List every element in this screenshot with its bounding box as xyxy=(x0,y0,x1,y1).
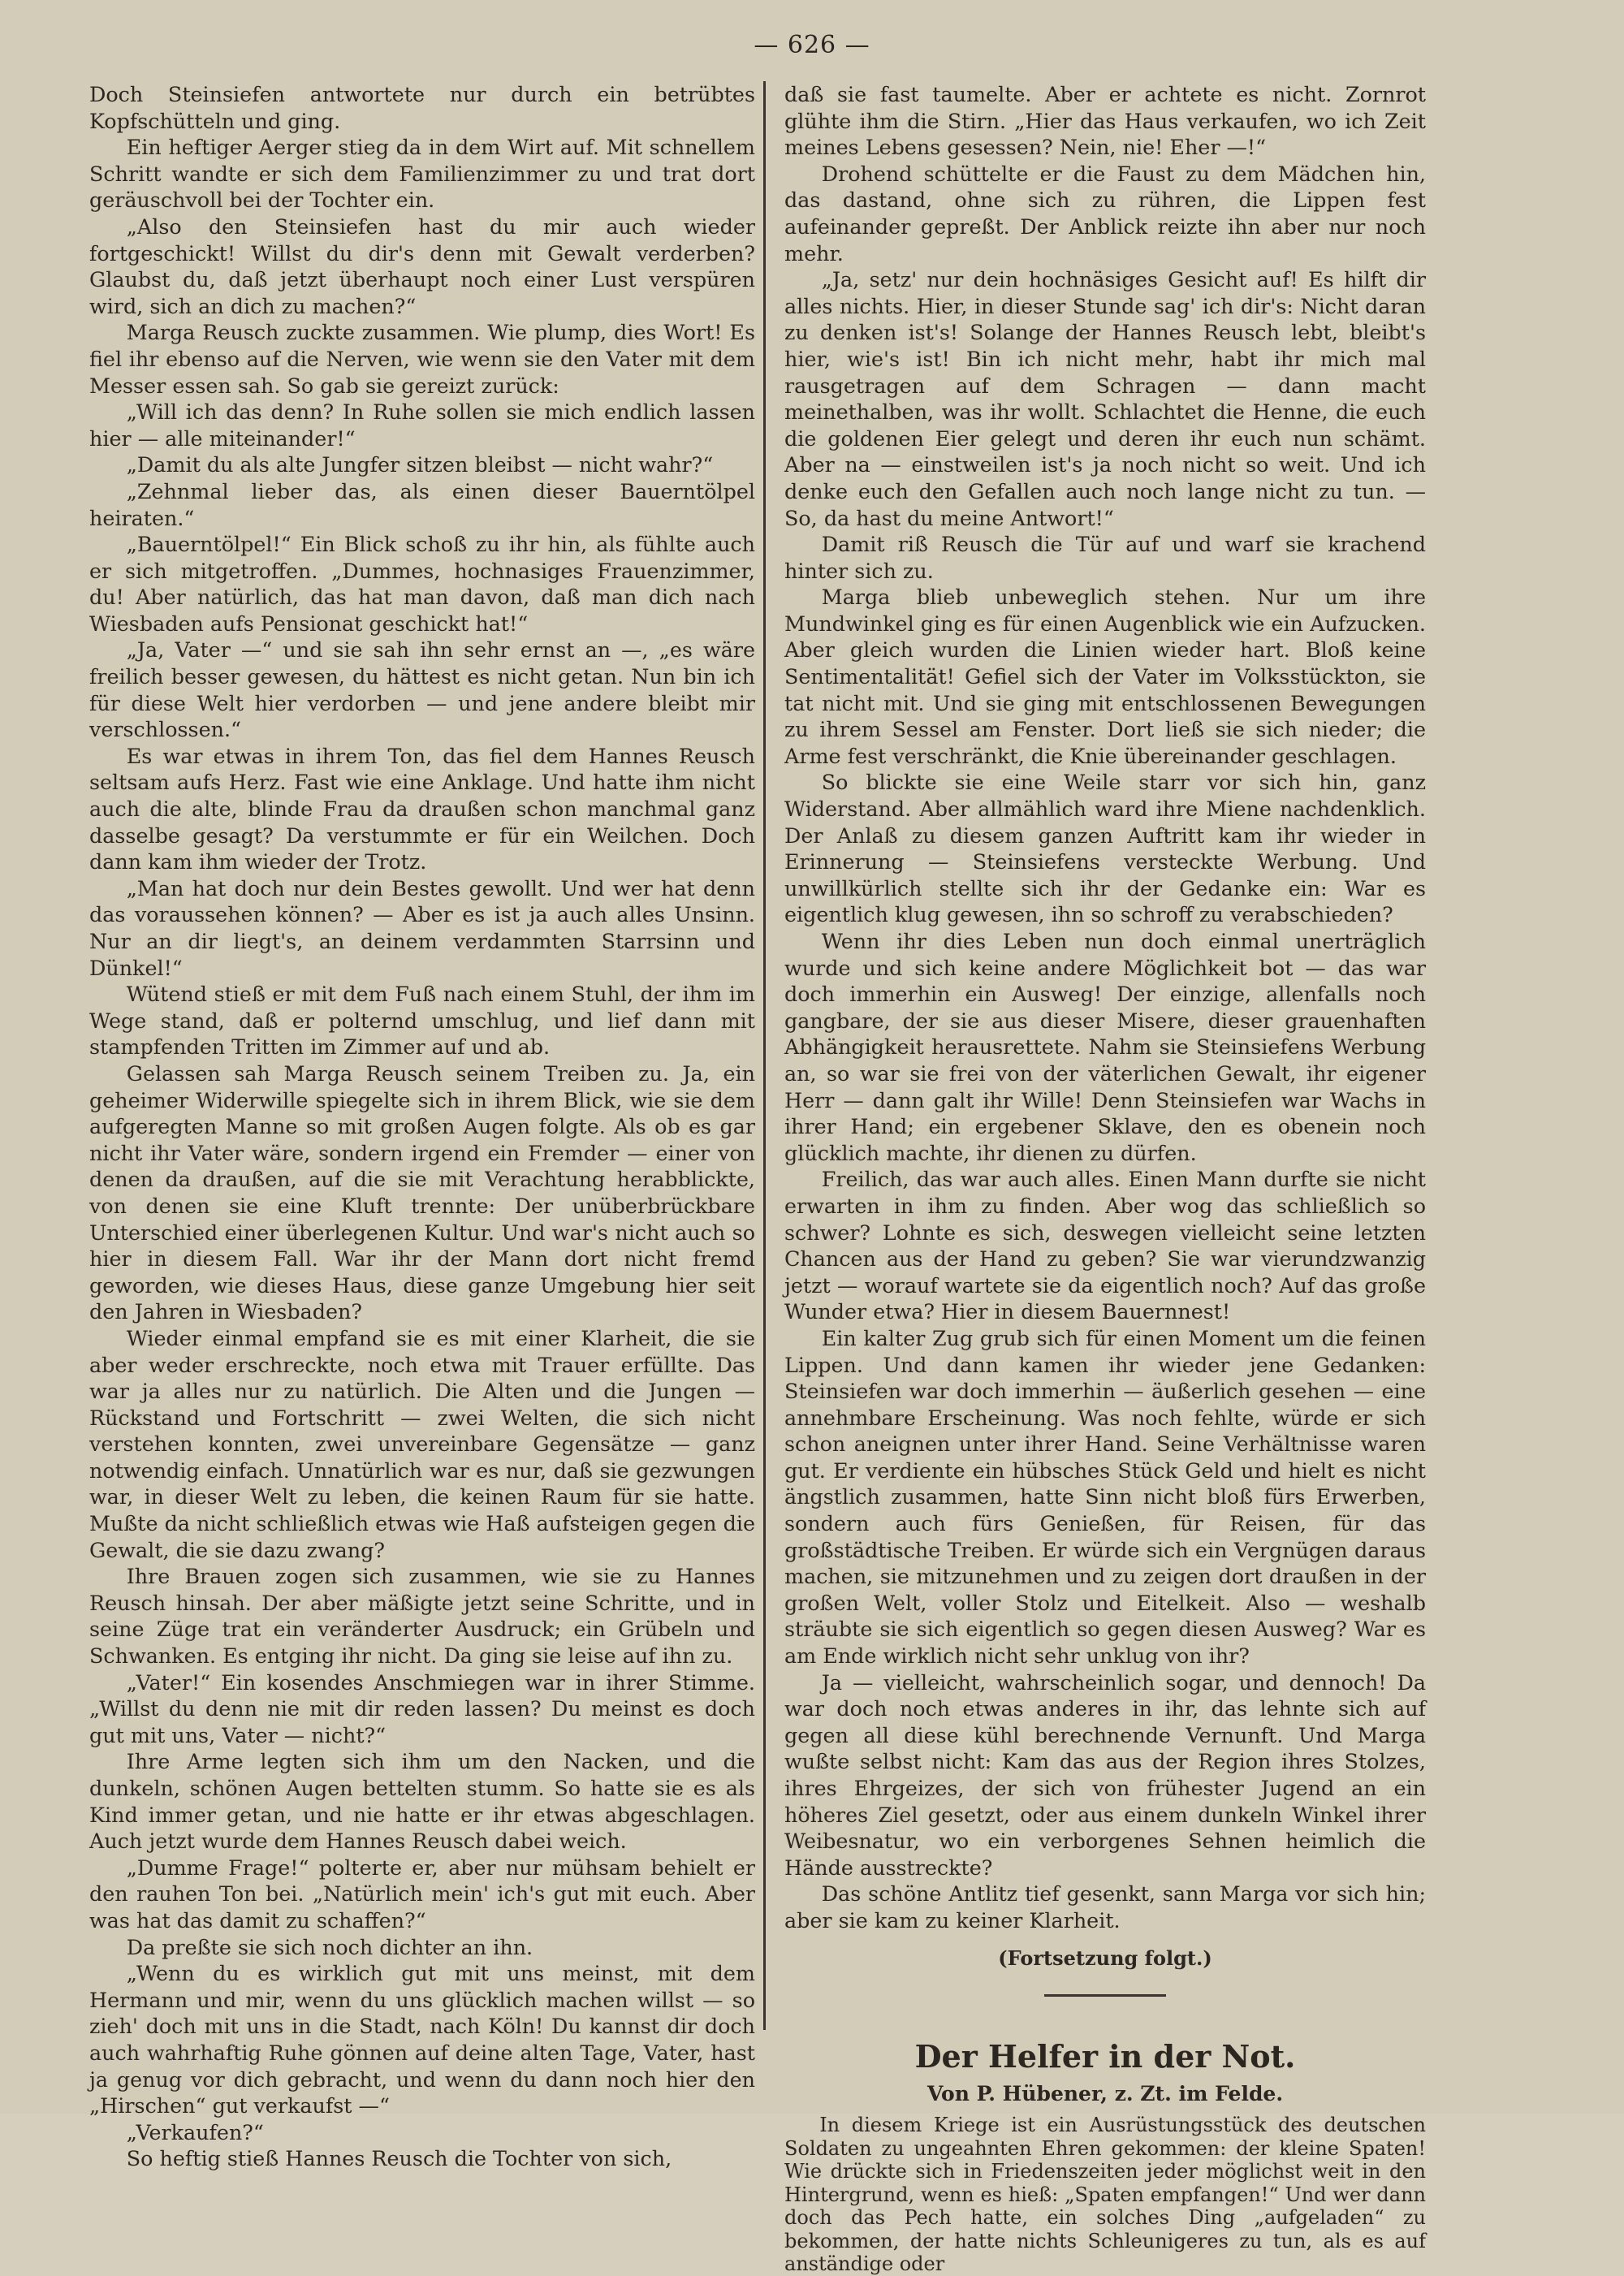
paragraph: Wenn ihr dies Leben nun doch einmal unerträglich wurde und sich keine andere Möglichkeit bot — das war doch immerhin ein Ausweg! Der einzige, allenfalls noch gangbare, der sie aus dieser Misere, dieser grauenhaften Abhängigkeit herausrettete. Nahm sie Steinsiefens Werbung an, so war sie frei von der väterlichen Gewalt, ihr eigener Herr — dann galt ihr Wille! Denn Steinsiefen war Wachs in ihrer Hand; ein ergebener Sklave, den es obenein noch glücklich machte, ihr dienen zu dürfen. xyxy=(784,929,1426,1165)
left-column xyxy=(89,81,755,2171)
paragraph: Ein kalter Zug grub sich für einen Moment um die feinen Lippen. Und dann kamen ihr wieder jene Gedanken: Steinsiefen war doch immerhin — äußerlich gesehen — eine annehmbare Erscheinung. Was noch fehlte, würde er sich schon aneignen unter ihrer Hand. Seine Verhältnisse waren gut. Er verdiente ein hübsches Stück Geld und hielt es nicht ängstlich zusammen, hatte Sinn nicht bloß fürs Erwerben, sondern auch fürs Genießen, für Reisen, für das großstädtische Treiben. Er würde sich ein Vergnügen daraus machen, sie mitzunehmen und zu zeigen dort draußen in der großen Welt, voller Stolz und Eitelkeit. Also — weshalb sträubte sie sich eigentlich so gegen diesen Ausweg? War es am Ende wirklich nicht sehr unklug von ihr? xyxy=(784,1325,1426,1669)
paragraph: „Wenn du es wirklich gut mit uns meinst, mit dem Hermann und mir, wenn du uns glücklich machen willst — so zieh' doch mit uns in die Stadt, nach Köln! Du kannst dir doch auch wahrhaftig Ruhe gönnen auf deine alten Tage, Vater, hast ja genug vor dich gebracht, und wenn du dann noch hier den „Hirschen“ gut verkaufst —“ xyxy=(89,1961,755,2118)
paragraph: „Ja, setz' nur dein hochnäsiges Gesicht auf! Es hilft dir alles nichts. Hier, in dieser Stunde sag' ich dir's: Nicht daran zu denken ist's! Solange der Hannes Reusch lebt, bleibt's hier, wie's ist! Bin ich nicht mehr, habt ihr mich mal rausgetragen auf dem Schragen — dann macht meinethalben, was ihr wollt. Schlachtet die Henne, die euch die goldenen Eier gelegt und deren ihr euch nun schämt. Aber na — einstweilen ist's ja noch nicht so weit. Und ich denke euch den Gefallen auch noch lange nicht zu tun. — So, da hast du meine Antwort!“ xyxy=(784,267,1426,530)
paragraph: „Verkaufen?“ xyxy=(126,2119,264,2144)
paragraph: Drohend schüttelte er die Faust zu dem Mädchen hin, das dastand, ohne sich zu rühren, die Lippen fest aufeinander gepreßt. Der Anblick reizte ihn aber nur noch mehr. xyxy=(784,161,1426,266)
paragraph: Ja — vielleicht, wahrscheinlich sogar, und dennoch! Da war doch noch etwas anderes in ihr, das lehnte sich auf gegen all diese kühl berechnende Vernunft. Und Marga wußte selbst nicht: Kam das aus der Region ihres Stolzes, ihres Ehrgeizes, der sich von frühester Jugend an ein höheres Ziel gesetzt, oder aus einem dunkeln Winkel ihrer Weibesnatur, wo ein verborgenes Sehnen heimlich die Hände ausstreckte? xyxy=(784,1669,1426,1880)
paragraph: Marga Reusch zuckte zusammen. Wie plump, dies Wort! Es fiel ihr ebenso auf die Nerven, wie wenn sie den Vater mit dem Messer essen sah. So gab sie gereizt zurück: xyxy=(89,320,755,398)
paragraph: „Also den Steinsiefen hast du mir auch wieder fortgeschickt! Willst du dir's denn mit Gewalt verderben? Glaubst du, daß jetzt überhaupt noch einer Lust verspüren wird, sich an dich zu machen?“ xyxy=(89,214,755,318)
paragraph: Wieder einmal empfand sie es mit einer Klarheit, die sie aber weder erschreckte, noch etwa mit Trauer erfüllte. Das war ja alles nur zu natürlich. Die Alten und die Jungen — Rückstand und Fortschritt — zwei Welten, die sich nicht verstehen konnten, zwei unvereinbare Gegensätze — ganz notwendig einfach. Unnatürlich war es nur, daß sie gezwungen war, in dieser Welt zu leben, die keinen Raum für sie hatte. Mußte da nicht schließlich etwas wie Haß aufsteigen gegen die Gewalt, die sie dazu zwang? xyxy=(89,1325,755,1562)
page-number: — 626 — xyxy=(754,31,870,59)
paragraph: „Man hat doch nur dein Bestes gewollt. Und wer hat denn das voraussehen können? — Aber es ist ja auch alles Unsinn. Nur an dir liegt's, an deinem verdammten Starrsinn und Dünkel!“ xyxy=(89,875,755,980)
paragraph: „Will ich das denn? In Ruhe sollen sie mich endlich lassen hier — alle miteinander!“ xyxy=(89,399,755,451)
paragraph: Gelassen sah Marga Reusch seinem Treiben zu. Ja, ein geheimer Widerwille spiegelte sich in ihrem Blick, wie sie dem aufgeregten Manne so mit großen Augen folgte. Als ob es gar nicht ihr Vater wäre, sondern irgend ein Fremder — einer von denen da draußen, auf die sie mit Verachtung herabblickte, von denen sie eine Kluft trennte: Der unüberbrückbare Unterschied einer überlegenen Kultur. Und war's nicht auch so hier in diesem Fall. War ihr der Mann dort nicht fremd geworden, wie dieses Haus, diese ganze Umgebung hier seit den Jahren in Wiesbaden? xyxy=(89,1060,755,1324)
paragraph: „Dumme Frage!“ polterte er, aber nur mühsam behielt er den rauhen Ton bei. „Natürlich mein' ich's gut mit euch. Aber was hat das damit zu schaffen?“ xyxy=(89,1855,755,1933)
paragraph: Wütend stieß er mit dem Fuß nach einem Stuhl, der ihm im Wege stand, daß er polternd umschlug, und lief dann mit stampfenden Tritten im Zimmer auf und ab. xyxy=(89,982,755,1060)
paragraph: „Zehnmal lieber das, als einen dieser Bauerntölpel heiraten.“ xyxy=(89,478,755,530)
paragraph: So blickte sie eine Weile starr vor sich hin, ganz Widerstand. Aber allmählich ward ihre Miene nachdenklich. Der Anlaß zu diesem ganzen Auftritt kam ihr wieder in Erinnerung — Steinsiefens versteckte Werbung. Und unwillkürlich stellte sich ihr der Gedanke ein: War es eigentlich klug gewesen, ihn so schroff zu verabschieden? xyxy=(784,770,1426,927)
paragraph: „Vater!“ Ein kosendes Anschmiegen war in ihrer Stimme. „Willst du denn nie mit dir reden lassen? Du meinst es doch gut mit uns, Vater — nicht?“ xyxy=(89,1669,755,1747)
paragraph: Damit riß Reusch die Tür auf und warf sie krachend hinter sich zu. xyxy=(784,532,1426,583)
article-body xyxy=(784,2114,1426,2276)
paragraph: Es war etwas in ihrem Ton, das fiel dem Hannes Reusch seltsam aufs Herz. Fast wie eine Anklage. Und hatte ihm nicht auch die alte, blinde Frau da draußen schon manchmal ganz dasselbe gesagt? Da verstummte er für ein Weilchen. Doch dann kam ihm wieder der Trotz. xyxy=(89,743,755,875)
paragraph: Ihre Brauen zogen sich zusammen, wie sie zu Hannes Reusch hinsah. Der aber mäßigte jetzt seine Schritte, und in seine Züge trat ein veränderter Ausdruck; ein Grübeln und Schwanken. Es entging ihr nicht. Da ging sie leise auf ihn zu. xyxy=(89,1564,755,1669)
paragraph: Freilich, das war auch alles. Einen Mann durfte sie nicht erwarten in ihm zu finden. Aber wog das schließlich so schwer? Lohnte es sich, deswegen vielleicht seine letzten Chancen aus der Hand zu geben? Sie war vierundzwanzig jetzt — worauf wartete sie da eigentlich noch? Auf das große Wunder etwa? Hier in diesem Bauernnest! xyxy=(784,1167,1426,1324)
paragraph: Da preßte sie sich noch dichter an ihn. xyxy=(126,1934,533,1959)
paragraph: Doch Steinsiefen antwortete nur durch ein betrübtes Kopfschütteln und ging. xyxy=(89,82,755,133)
column-divider xyxy=(763,81,766,2030)
paragraph: „Bauerntölpel!“ Ein Blick schoß zu ihr hin, als fühlte auch er sich mitgetroffen. „Dummes, hochnasiges Frauenzimmer, du! Aber natürlich, das hat man davon, daß man dich nach Wiesbaden aufs Pensionat geschickt hat!“ xyxy=(89,532,755,636)
paragraph: „Ja, Vater —“ und sie sah ihn sehr ernst an —, „es wäre freilich besser gewesen, du hättest es nicht getan. Nun bin ich für diese Welt hier verdorben — und jene andere bleibt mir verschlossen.“ xyxy=(89,637,755,742)
right-column xyxy=(784,81,1426,2276)
continued-note: (Fortsetzung folgt.) xyxy=(998,1946,1212,1970)
paragraph: Ihre Arme legten sich ihm um den Nacken, und die dunkeln, schönen Augen bettelten stumm. So hatte sie es als Kind immer getan, und nie hatte er ihr etwas abgeschlagen. Auch jetzt wurde dem Hannes Reusch dabei weich. xyxy=(89,1749,755,1854)
section-divider xyxy=(1044,1994,1166,1997)
paragraph: So heftig stieß Hannes Reusch die Tochter von sich, xyxy=(126,2146,672,2171)
paragraph: Ein heftiger Aerger stieg da in dem Wirt auf. Mit schnellem Schritt wandte er sich dem Familienzimmer zu und trat dort geräuschvoll bei der Tochter ein. xyxy=(89,135,755,213)
paragraph: „Damit du als alte Jungfer sitzen bleibst — nicht wahr?“ xyxy=(126,452,714,477)
article-title: Der Helfer in der Not. xyxy=(914,2038,1296,2075)
paragraph: daß sie fast taumelte. Aber er achtete es nicht. Zornrot glühte ihm die Stirn. „Hier das Haus verkaufen, wo ich Zeit meines Lebens gesessen? Nein, nie! Eher —!“ xyxy=(784,82,1426,160)
article-byline: Von P. Hübener, z. Zt. im Felde. xyxy=(926,2082,1284,2106)
paragraph: Das schöne Antlitz tief gesenkt, sann Marga vor sich hin; aber sie kam zu keiner Klarheit. xyxy=(784,1881,1426,1933)
paragraph: Marga blieb unbeweglich stehen. Nur um ihre Mundwinkel ging es für einen Augenblick wie ein Aufzucken. Aber gleich wurden die Linien wieder hart. Bloß keine Sentimentalität! Gefiel sich der Vater im Volksstückton, sie tat nicht mit. Und sie ging mit entschlossenen Bewegungen zu ihrem Sessel am Fenster. Dort ließ sie sich nieder; die Arme fest verschränkt, die Knie übereinander geschlagen. xyxy=(784,585,1426,768)
paragraph: In diesem Kriege ist ein Ausrüstungsstück des deutschen Soldaten zu ungeahnten Ehren gekommen: der kleine Spaten! Wie drückte sich in Friedenszeiten jeder möglichst weit in den Hintergrund, wenn es hieß: „Spaten empfangen!“ Und wer dann doch das Pech hatte, ein solches Ding „aufgeladen“ zu bekommen, der hatte nichts Schleunigeres zu tun, als es auf anständige oder xyxy=(784,2114,1426,2276)
